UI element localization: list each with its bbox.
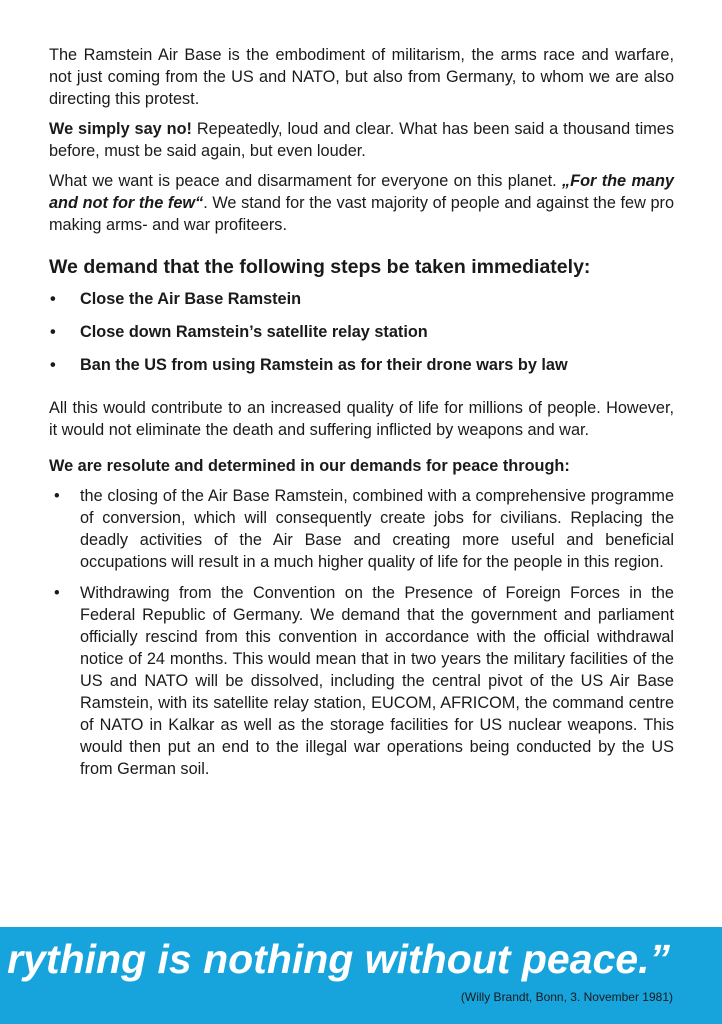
bullet-icon: •: [50, 290, 56, 308]
statement-paragraph: [49, 118, 674, 162]
demand-text: Close the Air Base Ramstein: [80, 290, 302, 308]
demands-heading: We demand that the following steps be taken immediately:: [49, 256, 591, 278]
demand-text: Close down Ramstein’s satellite relay station: [80, 323, 428, 341]
demand-item: [49, 321, 674, 343]
resolve-list: [49, 485, 674, 780]
resolve-item: [49, 582, 674, 780]
demand-item: [49, 288, 674, 310]
statement-text: Repeatedly, loud and clear. What has been said a thousand times before, must be said again, but even louder.: [49, 120, 674, 160]
bullet-icon: •: [50, 356, 56, 374]
resolve-heading: We are resolute and determined in our demands for peace through:: [49, 457, 570, 475]
resolve-item: [49, 485, 674, 573]
page-body: [49, 44, 674, 789]
slogan-quote: „For the many and not for the few“: [49, 172, 674, 212]
resolve-text: the closing of the Air Base Ramstein, combined with a comprehensive programme of conversion, which will consequently create jobs for civilians. Replacing the deadly activities of the Air Base and creating more useful and beneficial occupations will result in a much higher quality of life for the people in this region.: [80, 487, 674, 571]
banner-citation: (Willy Brandt, Bonn, 3. November 1981): [460, 990, 673, 1004]
bullet-icon: •: [54, 584, 60, 602]
demand-text: Ban the US from using Ramstein as for their drone wars by law: [80, 356, 568, 374]
demands-list: [49, 288, 674, 376]
banner-quote: rything is nothing without peace.”: [7, 936, 670, 982]
quote-banner: [0, 927, 722, 1024]
resolve-text: Withdrawing from the Convention on the Presence of Foreign Forces in the Federal Republic of Germany. We demand that the government and parliament officially rescind from this convention in accordance with the official withdrawal notice of 24 months. This would mean that in two years the military facilities of the US and NATO will be dissolved, including the central pivot of the US Air Base Ramstein, with its satellite relay station, EUCOM, AFRICOM, the command centre of NATO in Kalkar as well as the storage facilities for US nuclear weapons. This would then put an end to the illegal war operations being conducted by the US from German soil.: [80, 584, 674, 778]
demand-item: [49, 354, 674, 376]
bullet-icon: •: [50, 323, 56, 341]
peace-paragraph: [49, 170, 674, 236]
peace-text-rest: . We stand for the vast majority of people and against the few pro making arms- and war profiteers.: [49, 194, 675, 234]
statement-lead: We simply say no!: [49, 120, 192, 138]
peace-text-start: What we want is peace and disarmament for everyone on this planet.: [49, 172, 562, 190]
bullet-icon: •: [54, 487, 60, 505]
impact-paragraph: All this would contribute to an increased quality of life for millions of people. However, it would not eliminate the death and suffering inflicted by weapons and war.: [49, 399, 674, 439]
intro-paragraph: The Ramstein Air Base is the embodiment of militarism, the arms race and warfare, not just coming from the US and NATO, but also from Germany, to whom we are also directing this protest.: [49, 46, 674, 108]
